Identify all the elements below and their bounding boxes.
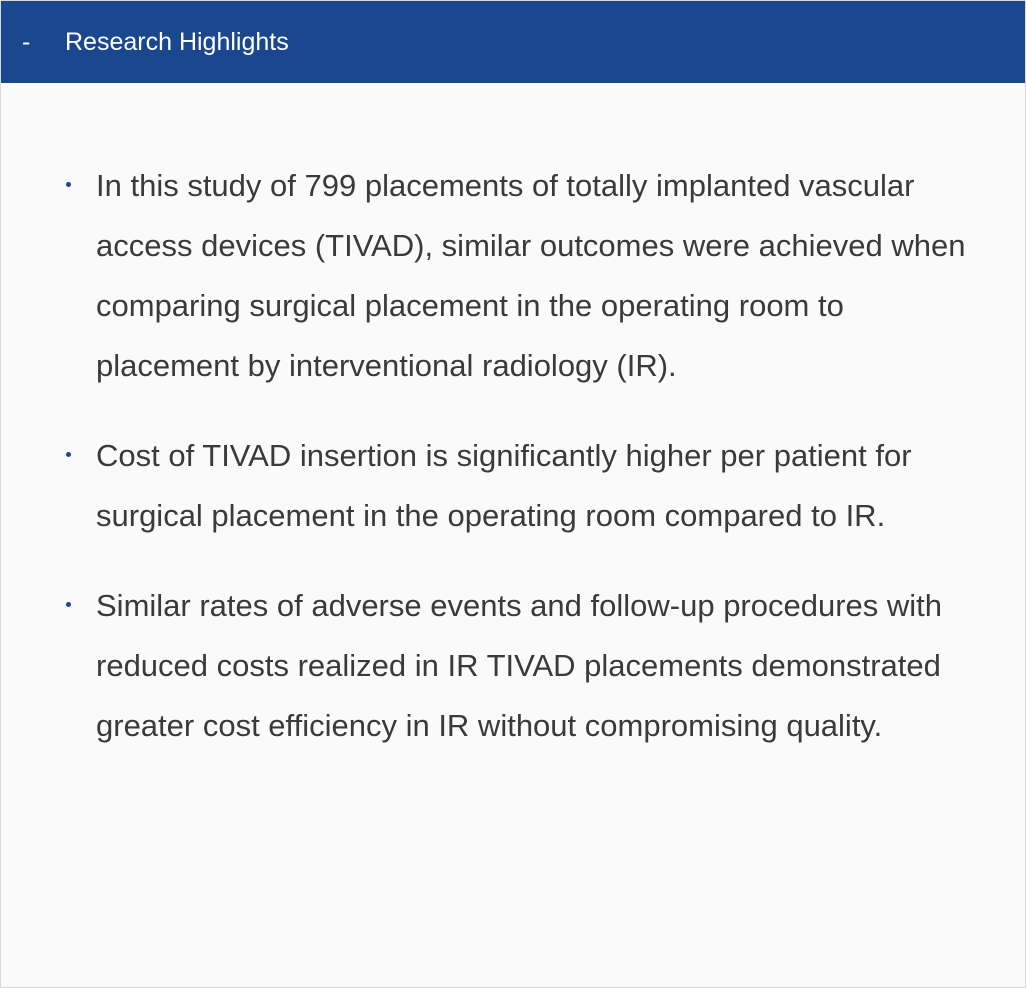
- highlights-list: [65, 156, 970, 786]
- bullet-icon: [66, 182, 71, 187]
- highlight-text: Similar rates of adverse events and follow-up procedures with reduced costs realized in IR TIVAD placements demonstrated greater cost efficiency in IR without compromising quality.: [96, 588, 943, 743]
- collapse-toggle-icon[interactable]: -: [22, 27, 31, 56]
- highlight-item: [65, 576, 970, 756]
- panel-header[interactable]: [1, 1, 1025, 83]
- highlight-item: [65, 426, 970, 546]
- highlight-item: [65, 156, 970, 396]
- panel-title[interactable]: Research Highlights: [65, 27, 289, 56]
- bullet-icon: [66, 452, 71, 457]
- highlight-text: Cost of TIVAD insertion is significantly higher per patient for surgical placement in the operating room compared to IR.: [96, 438, 912, 533]
- highlight-text: In this study of 799 placements of totally implanted vascular access devices (TIVAD), similar outcomes were achieved when comparing surgical placement in the operating room to placement by interventional radiology (IR).: [96, 168, 966, 383]
- bullet-icon: [66, 602, 71, 607]
